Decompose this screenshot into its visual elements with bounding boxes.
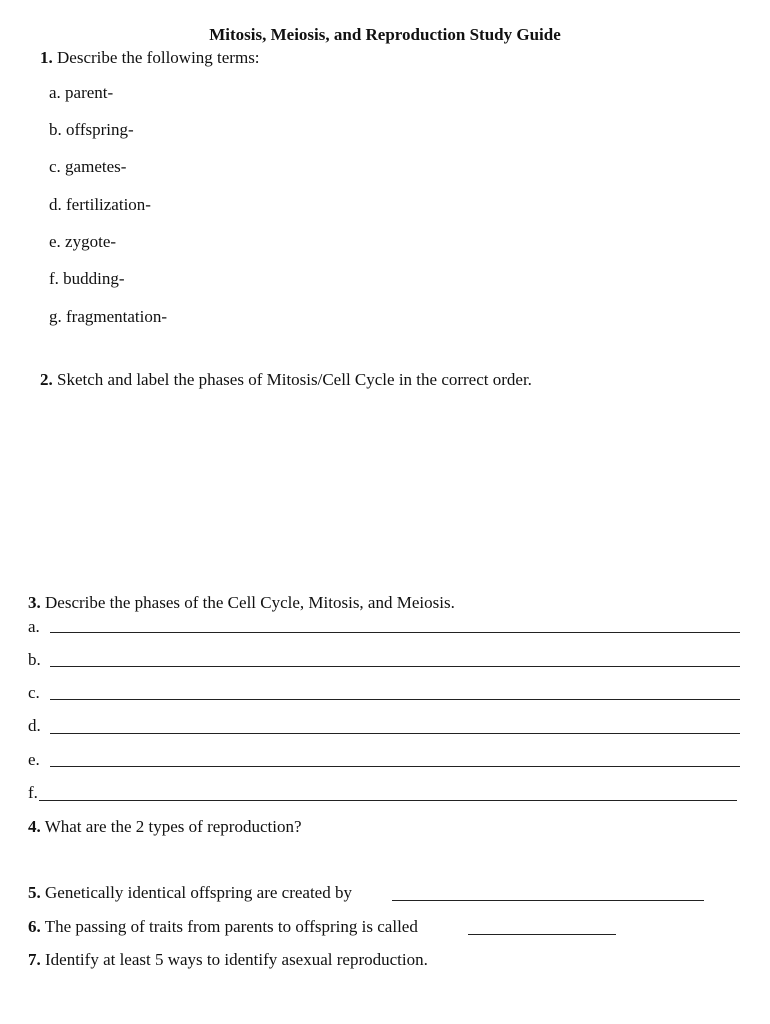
question-7 [28,950,428,970]
question-text: Identify at least 5 ways to identify asexual reproduction. [45,950,428,969]
question-6 [28,917,418,937]
question-number: 2. [40,370,53,389]
answer-label-c: c. [28,683,40,702]
question-number: 1. [40,48,53,67]
question-text: Describe the phases of the Cell Cycle, Mitosis, and Meiosis. [45,593,455,612]
term-fragmentation: g. fragmentation- [49,307,168,326]
question-text: Describe the following terms: [57,48,260,67]
question-number: 5. [28,883,41,902]
term-parent: a. parent- [49,83,114,102]
answer-line-c[interactable] [50,699,740,700]
answer-line-d[interactable] [50,733,740,734]
answer-line-q5[interactable] [392,900,704,901]
question-text: The passing of traits from parents to offspring is called [44,917,418,936]
answer-label-e: e. [28,750,40,769]
answer-line-f[interactable] [39,800,737,801]
answer-line-a[interactable] [50,632,740,633]
question-text: What are the 2 types of reproduction? [44,817,302,836]
page-title: Mitosis, Meiosis, and Reproduction Study Guide [209,25,561,44]
answer-label-f: f. [28,783,38,802]
question-5 [28,883,352,903]
question-3 [28,593,455,613]
term-gametes: c. gametes- [49,157,127,176]
answer-label-b: b. [28,650,41,669]
answer-label-d: d. [28,716,41,735]
question-1 [40,48,260,68]
answer-label-a: a. [28,617,40,636]
answer-line-e[interactable] [50,766,740,767]
question-number: 7. [28,950,41,969]
term-budding: f. budding- [49,269,125,288]
term-offspring: b. offspring- [49,120,134,139]
question-text: Genetically identical offspring are created by [45,883,352,902]
question-4 [28,817,302,837]
question-2 [40,370,532,390]
question-text: Sketch and label the phases of Mitosis/Cell Cycle in the correct order. [57,370,532,389]
term-zygote: e. zygote- [49,232,117,251]
answer-line-b[interactable] [50,666,740,667]
answer-line-q6[interactable] [468,934,616,935]
term-fertilization: d. fertilization- [49,195,151,214]
sketch-area[interactable] [40,395,730,585]
question-number: 4. [28,817,41,836]
question-number: 3. [28,593,41,612]
question-number: 6. [28,917,41,936]
